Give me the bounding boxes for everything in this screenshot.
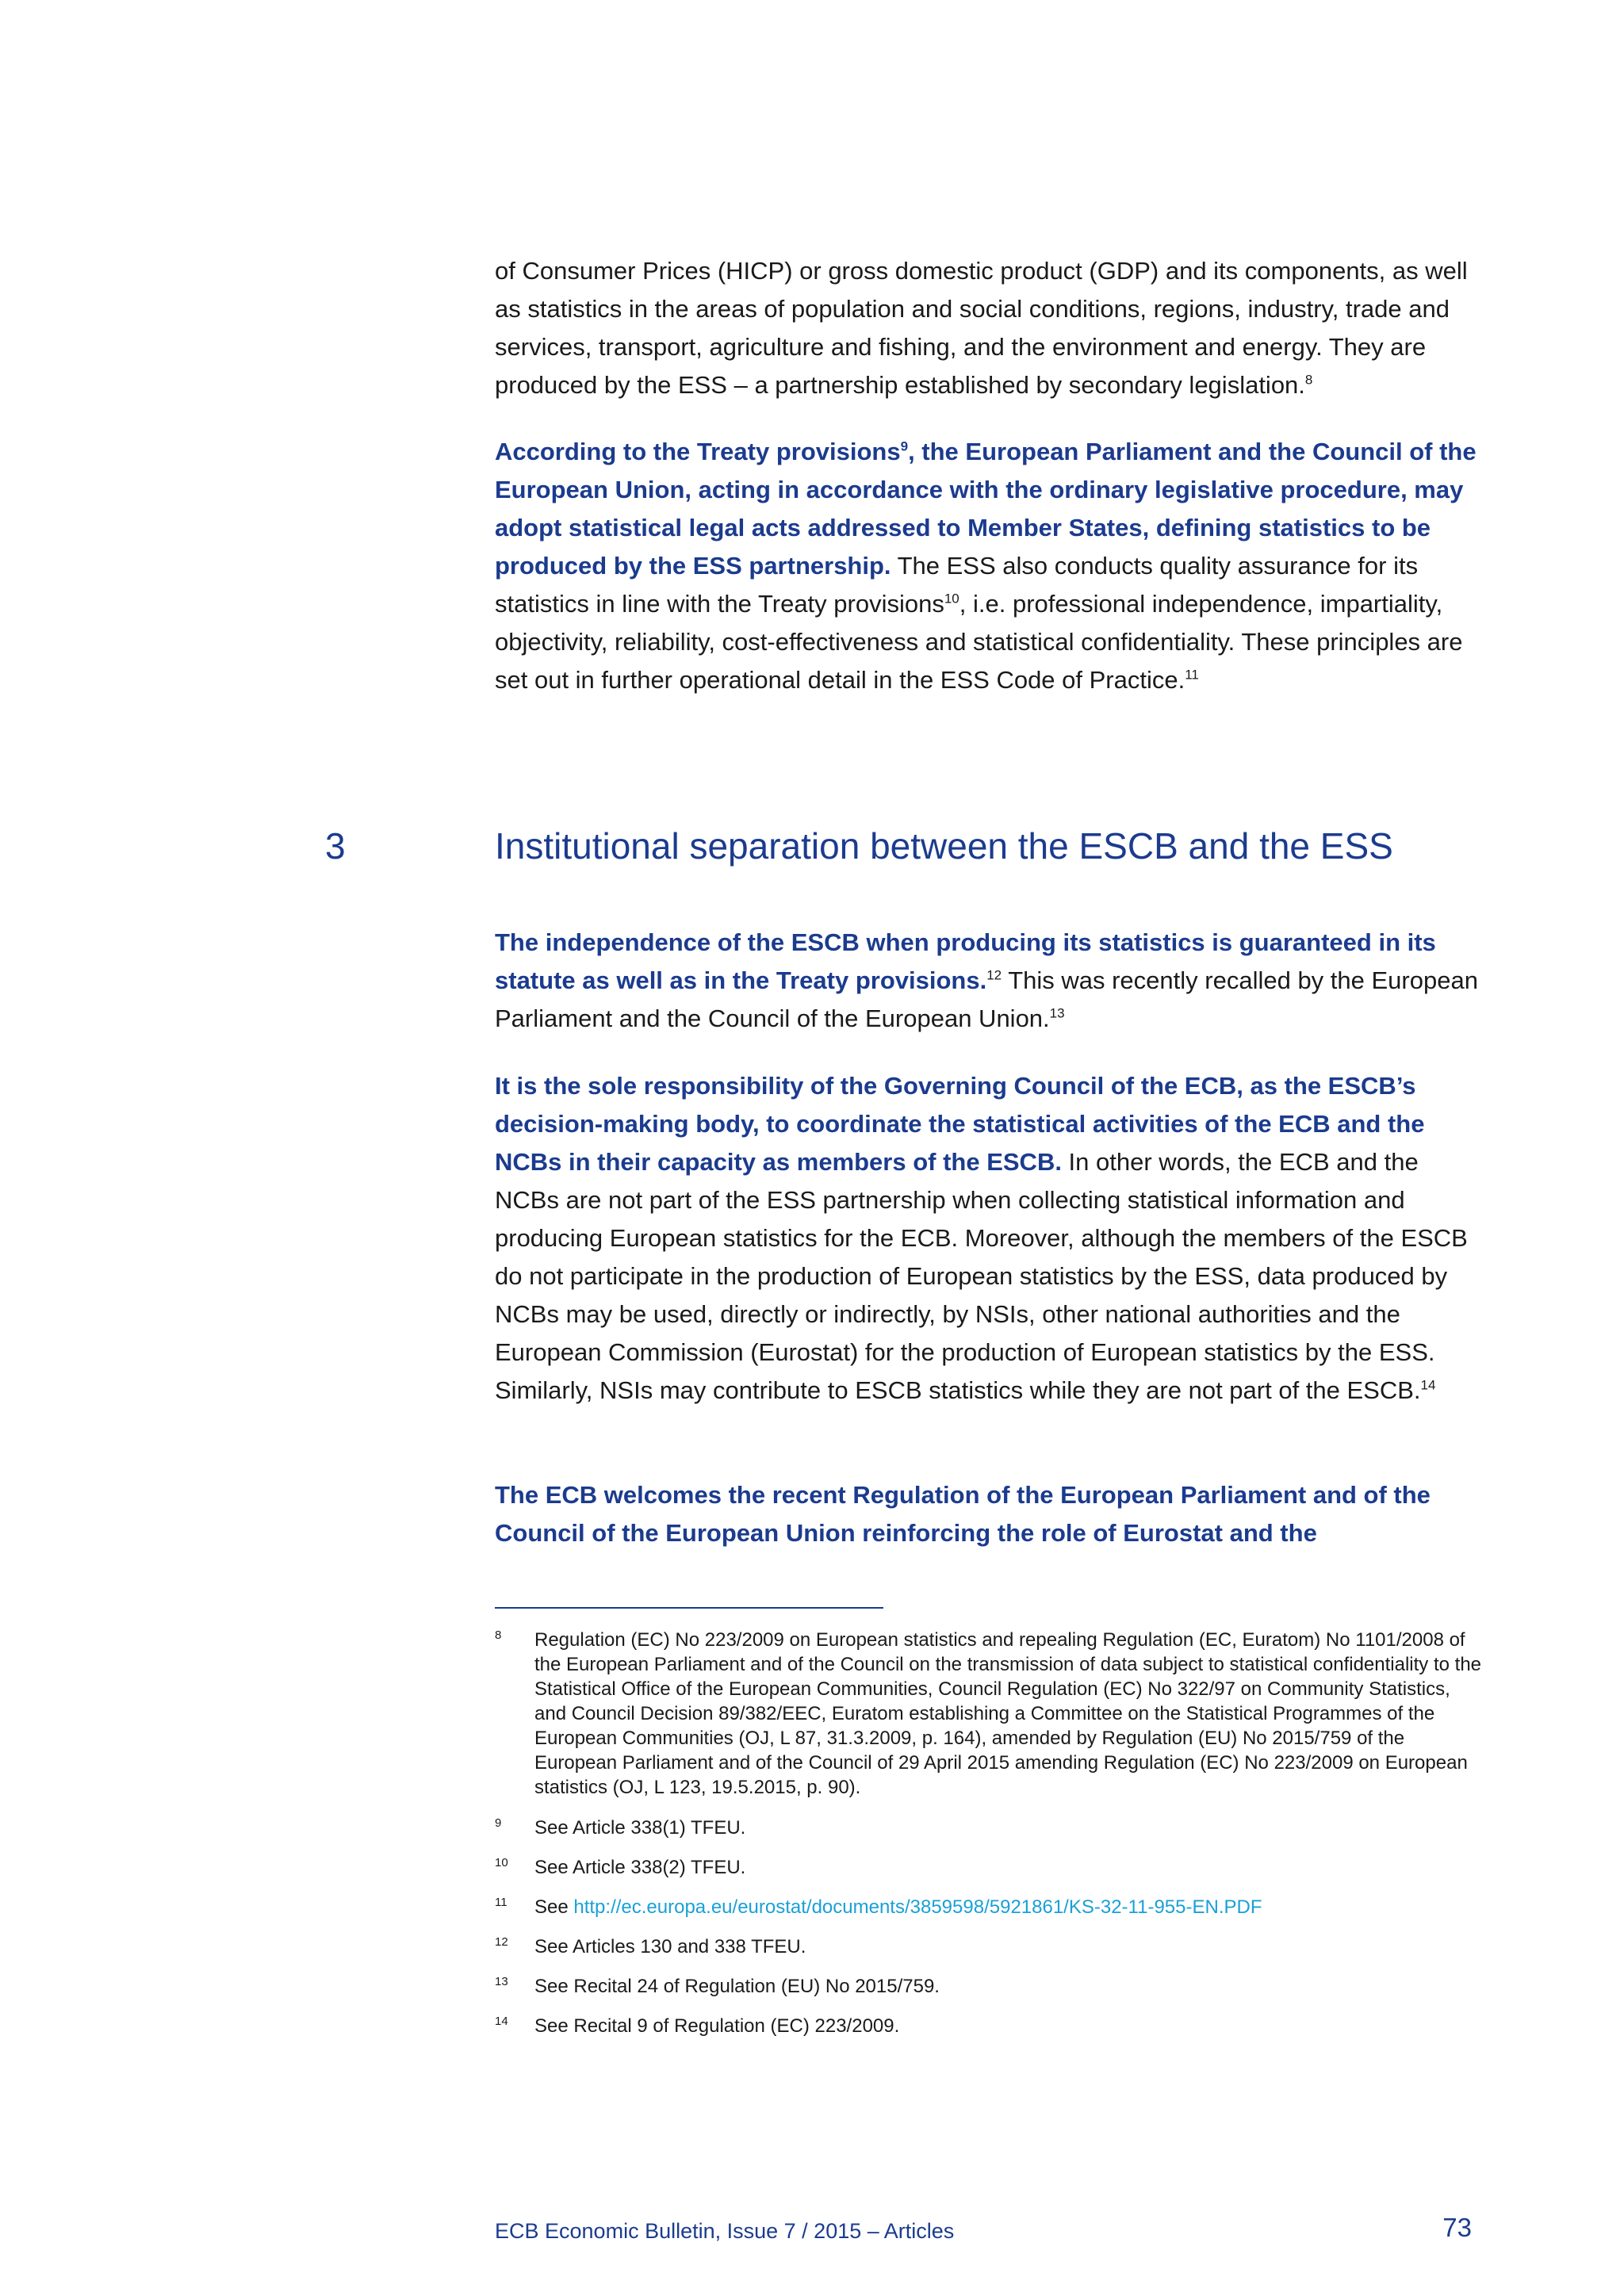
paragraph-lead: The independence of the ESCB when producing its statistics is guaranteed in its statute as well as in the Treaty provisions. bbox=[495, 928, 1436, 994]
footnote-9 bbox=[495, 1816, 1486, 1840]
paragraph-treaty-provisions bbox=[495, 433, 1478, 699]
eurostat-code-of-practice-link[interactable]: http://ec.europa.eu/eurostat/documents/3859598/5921861/KS-32-11-955-EN.PDF bbox=[573, 1896, 1262, 1918]
paragraph-text: This was recently recalled by the European Parliament and the Council of the European Union. bbox=[495, 966, 1478, 1032]
footnote-12 bbox=[495, 1934, 1486, 1959]
footnote-11 bbox=[495, 1895, 1486, 1919]
section-number: 3 bbox=[325, 825, 346, 867]
footer-publication-title: ECB Economic Bulletin, Issue 7 / 2015 – Articles bbox=[495, 2219, 955, 2243]
paragraph-text: The ESS also conducts quality assurance for its statistics in line with the Treaty provisions bbox=[495, 552, 1419, 618]
paragraph-escb-independence bbox=[495, 924, 1478, 1038]
footnote-text: See Articles 130 and 338 TFEU. bbox=[534, 1936, 806, 1957]
footnote-number: 12 bbox=[495, 1935, 508, 1949]
footnote-text: Regulation (EC) No 223/2009 on European statistics and repealing Regulation (EC, Euratom) No 1101/2008 of the European Parliament and of the Council on the transmission of data subject to statistical confidentiality to the Statistical Office of the European Communities, Council Regulation (EC) No 322/97 on Community Statistics, and Council Decision 89/382/EEC, Euratom establishing a Committee on the Statistical Programmes of the European Communities (OJ, L 87, 31.3.2009, p. 164), amended by Regulation (EU) No 2015/759 of the European Parliament and of the Council of 29 April 2015 amending Regulation (EC) No 223/2009 on European statistics (OJ, L 123, 19.5.2015, p. 90). bbox=[534, 1629, 1482, 1798]
footnote-text: See Article 338(1) TFEU. bbox=[534, 1817, 746, 1839]
paragraph-governing-council bbox=[495, 1067, 1478, 1410]
footnote-text: See bbox=[534, 1896, 574, 1918]
footnote-13 bbox=[495, 1974, 1486, 1999]
footnote-ref-9[interactable]: 9 bbox=[900, 438, 909, 454]
paragraph-lead: According to the Treaty provisions$^9$, the European Parliament and the Council of the European Union, acting in accordance with the ordinary legislative procedure, may adopt statistical legal acts addressed to Member States, defining statistics to be produced by the ESS partnership. bbox=[495, 438, 1477, 580]
footnote-number: 11 bbox=[495, 1896, 508, 1909]
footnote-10 bbox=[495, 1855, 1486, 1880]
footnote-ref-12[interactable]: 12 bbox=[986, 967, 1002, 983]
footnote-number: 8 bbox=[495, 1628, 502, 1642]
page-number: 73 bbox=[1442, 2213, 1472, 2242]
footnote-14 bbox=[495, 2014, 1486, 2038]
footnote-ref-10[interactable]: 10 bbox=[944, 591, 959, 607]
paragraph-text: , i.e. professional independence, impartiality, objectivity, reliability, cost-effectiveness and statistical confidentiality. These principles are set out in further operational detail in the ESS Code of Practice. bbox=[495, 590, 1463, 694]
footnote-number: 13 bbox=[495, 1975, 508, 1988]
footnote-divider bbox=[495, 1607, 883, 1609]
section-title: Institutional separation between the ESCB and the ESS bbox=[495, 825, 1393, 867]
footnote-text: See Recital 24 of Regulation (EU) No 2015/759. bbox=[534, 1976, 940, 1997]
paragraph-hicp-continuation bbox=[495, 252, 1478, 404]
paragraph-lead: The ECB welcomes the recent Regulation of the European Parliament and of the Council of the European Union reinforcing the role of Eurostat and the bbox=[495, 1481, 1431, 1547]
paragraph-lead: It is the sole responsibility of the Governing Council of the ECB, as the ESCB’s decision-making body, to coordinate the statistical activities of the ECB and the NCBs in their capacity as members of the ESCB. bbox=[495, 1072, 1425, 1176]
paragraph-ecb-welcomes bbox=[495, 1476, 1478, 1552]
footnote-text: See Recital 9 of Regulation (EC) 223/2009. bbox=[534, 2015, 900, 2037]
footnote-number: 10 bbox=[495, 1856, 508, 1869]
footnote-text: See Article 338(2) TFEU. bbox=[534, 1857, 746, 1878]
paragraph-text: of Consumer Prices (HICP) or gross domestic product (GDP) and its components, as well as statistics in the areas of population and social conditions, regions, industry, trade and services, transport, agriculture and fishing, and the environment and energy. They are produced by the ESS – a partnership established by secondary legislation. bbox=[495, 257, 1468, 399]
footnote-number: 14 bbox=[495, 2015, 508, 2028]
footnote-ref-8[interactable]: 8 bbox=[1304, 372, 1313, 388]
paragraph-text: In other words, the ECB and the NCBs are not part of the ESS partnership when collecting statistical information and producing European statistics for the ECB. Moreover, although the members of the ESCB do not participate in the production of European statistics by the ESS, data produced by NCBs may be used, directly or indirectly, by NSIs, other national authorities and the European Commission (Eurostat) for the production of European statistics by the ESS. Similarly, NSIs may contribute to ESCB statistics while they are not part of the ESCB. bbox=[495, 1148, 1468, 1404]
footnote-ref-11[interactable]: 11 bbox=[1185, 667, 1199, 683]
footnote-ref-13[interactable]: 13 bbox=[1049, 1005, 1065, 1021]
footnote-ref-14[interactable]: 14 bbox=[1420, 1377, 1436, 1393]
footnote-number: 9 bbox=[495, 1816, 502, 1830]
footnote-8 bbox=[495, 1628, 1486, 1800]
